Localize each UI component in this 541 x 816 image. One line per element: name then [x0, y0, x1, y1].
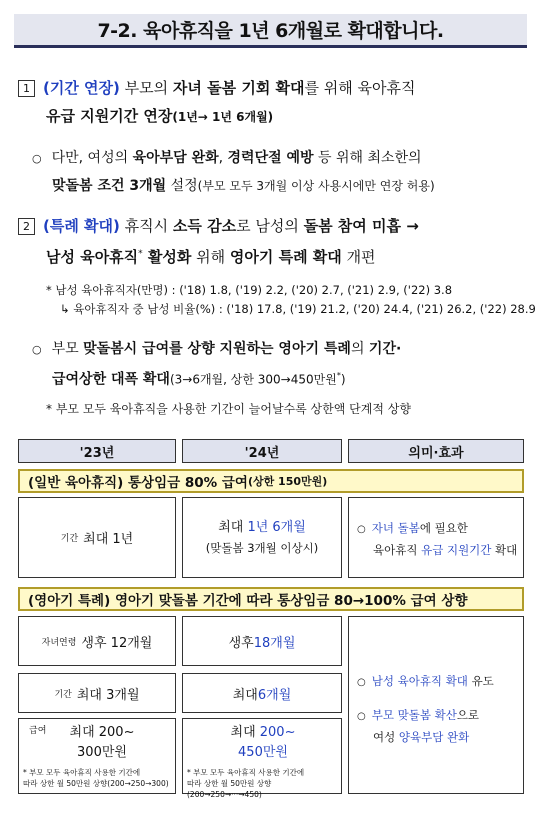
text: 휴직시	[119, 217, 173, 235]
cell-label: 기간	[60, 534, 79, 544]
cell-value: 300만원	[77, 745, 127, 760]
highlight: 1년 6개월	[247, 519, 306, 535]
text: 육아휴직	[373, 543, 422, 557]
section-number: 2	[18, 218, 35, 235]
infant-special-bar: (영아기 특례) 영아기 맞돌봄 기간에 따라 통상임금 80→100% 급여 상향	[18, 587, 524, 611]
stat-note-2: ↳ 육아휴직자 중 남성 비율(%) : ('18) 17.8, ('19) 21.2, ('20) 24.4, ('21) 26.2, ('22) 28.9	[60, 302, 536, 316]
emphasis: 경력단절 예방	[227, 150, 314, 166]
emphasis: 영아기 특례 확대	[229, 248, 342, 266]
emphasis: 활성화	[142, 248, 192, 266]
highlight: 부모 맞돌봄 확산	[371, 708, 457, 722]
text: 를 위해 육아휴직	[304, 79, 416, 97]
column-header-2023: '23년	[18, 439, 176, 463]
highlight: 양육부담 완화	[398, 730, 470, 744]
cell-2023-period	[18, 497, 176, 578]
emphasis: 기간·	[368, 341, 402, 357]
cell-note-line: 따라 상한 월 50만원 상향(200→250→300)	[23, 779, 169, 788]
text: 여성	[373, 730, 399, 744]
cell-2024-period	[182, 497, 342, 578]
text: 부모의	[119, 79, 173, 97]
section-tag: (특례 확대)	[43, 217, 120, 235]
page-title: 7-2. 육아휴직을 1년 6개월로 확대합니다.	[14, 14, 527, 48]
paren-note: (1년→ 1년 6개월)	[172, 110, 274, 124]
paren-note: (3→6개월, 상한 300→450만원	[169, 372, 337, 387]
cell-value: 최대 200~	[69, 725, 135, 740]
section-tag: (기간 연장)	[43, 79, 120, 97]
highlight: 18개월	[253, 635, 296, 651]
cell-2024-duration	[182, 673, 342, 713]
cell-value: 생후 12개월	[81, 635, 153, 651]
general-leave-bar	[18, 469, 524, 493]
section-1-bullet	[32, 146, 532, 198]
text: 개편	[341, 248, 376, 266]
cell-note	[23, 767, 175, 789]
cell-note-line: * 부모 모두 육아휴직 사용한 기간에	[187, 768, 305, 777]
text: 생후	[228, 635, 254, 651]
circle-bullet-icon: ○	[357, 524, 366, 535]
text: 에 필요한	[419, 521, 468, 535]
section-number: 1	[18, 80, 35, 97]
emphasis: 돌봄 참여 미흡 →	[303, 217, 419, 235]
section-1-line-2	[18, 104, 528, 129]
cell-label: 기간	[54, 689, 72, 700]
cell-effect-1	[348, 497, 524, 578]
circle-bullet-icon: ○	[357, 711, 366, 722]
cell-2023-pay	[18, 718, 176, 794]
text: 최대	[232, 687, 258, 703]
text: 부모	[51, 341, 84, 357]
section-1	[18, 76, 528, 129]
stat-note-1: * 남성 육아휴직자(만명) : ('18) 1.8, ('19) 2.2, ('20) 2.7, ('21) 2.9, ('22) 3.8	[46, 283, 453, 297]
column-header-effect: 의미·효과	[348, 439, 524, 463]
column-header-2024: '24년	[182, 439, 342, 463]
text: ,	[218, 150, 228, 166]
paren-note: (부모 모두 3개월 이상 사용시에만 연장 허용)	[197, 179, 435, 193]
emphasis: 소득 감소	[172, 217, 237, 235]
emphasis: 맞돌봄 조건 3개월	[52, 178, 167, 194]
text: 최대	[218, 519, 248, 535]
text: 설정	[166, 178, 198, 194]
emphasis: 남성 육아휴직	[46, 248, 139, 266]
cell-2024-age	[182, 616, 342, 666]
circle-bullet-icon: ○	[32, 343, 42, 356]
emphasis: 맞돌봄시	[83, 341, 138, 357]
cell-note-line: * 부모 모두 육아휴직 사용한 기간에	[23, 768, 141, 777]
cell-label: 급여	[29, 726, 47, 736]
cell-note: (맞돌봄 3개월 이상시)	[205, 540, 319, 555]
section-1-line-1	[18, 76, 528, 100]
emphasis: 급여를 상향 지원하는 영아기 특례	[137, 341, 351, 357]
cell-2023-age	[18, 616, 176, 666]
highlight: 유급 지원기간	[421, 543, 492, 557]
text: 확대	[491, 543, 518, 557]
section-2	[18, 214, 533, 269]
footnote-mark: *	[138, 249, 143, 259]
cell-label: 자녀연령	[41, 637, 77, 648]
circle-bullet-icon: ○	[357, 677, 366, 688]
highlight: 6개월	[257, 687, 292, 703]
paren-note: )	[340, 372, 346, 387]
cell-value: 최대 3개월	[76, 687, 140, 703]
text: 으로	[456, 708, 480, 722]
cell-2024-pay	[182, 718, 342, 799]
text: 로 남성의	[236, 217, 304, 235]
emphasis: 자녀 돌봄 기회 확대	[172, 79, 305, 97]
highlight: 자녀 돌봄	[371, 521, 420, 535]
cell-note-line: 따라 상한 월 50만원 상향(200→250→···→450)	[187, 779, 272, 799]
highlight: 200~	[259, 725, 296, 740]
highlight: 남성 육아휴직 확대	[371, 674, 468, 688]
text: 최대	[230, 725, 260, 740]
footnote: * 부모 모두 육아휴직을 사용한 기간이 늘어날수록 상한액 단계적 상향	[46, 402, 411, 416]
cell-value: 최대 1년	[83, 532, 134, 547]
section-2-bullet	[32, 336, 537, 393]
emphasis: 급여상한 대폭 확대	[52, 371, 170, 388]
cell-note	[187, 767, 341, 800]
footnote-mark: *	[336, 371, 341, 380]
bar-title: (일반 육아휴직) 통상임금 80% 급여	[28, 475, 248, 491]
text: 다만, 여성의	[51, 150, 133, 166]
text: 위해	[191, 248, 230, 266]
bar-note: (상한 150만원)	[247, 475, 328, 488]
emphasis: 유급 지원기간 연장	[46, 107, 173, 125]
text: 의	[350, 341, 369, 357]
text: 유도	[467, 674, 494, 688]
text: 등 위해 최소한의	[313, 150, 422, 166]
cell-2023-duration	[18, 673, 176, 713]
highlight: 450만원	[238, 745, 288, 760]
cell-effect-2	[348, 616, 524, 794]
emphasis: 육아부담 완화	[132, 150, 219, 166]
circle-bullet-icon: ○	[32, 152, 42, 165]
